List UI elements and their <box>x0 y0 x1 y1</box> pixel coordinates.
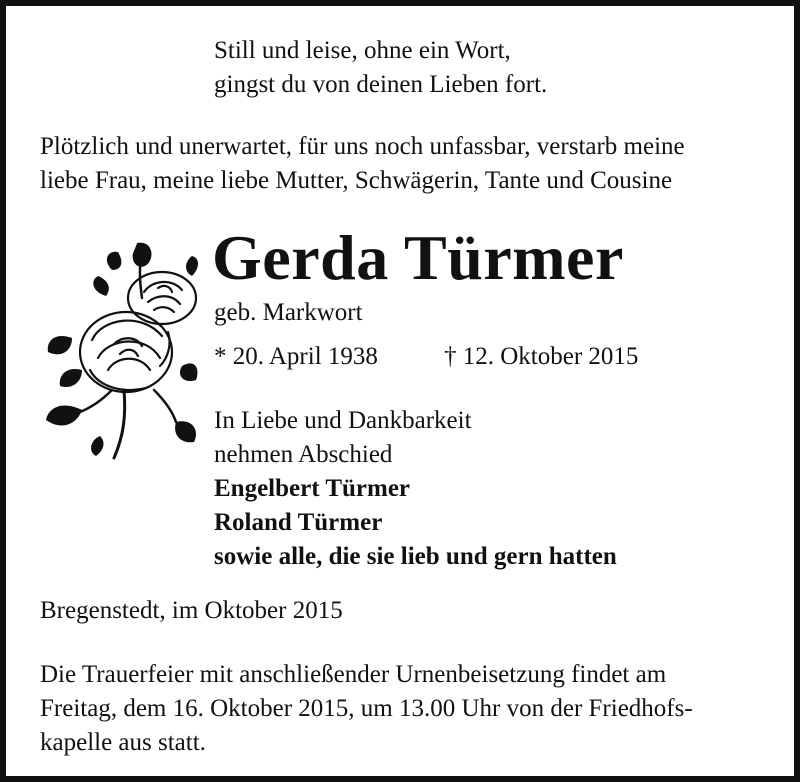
poem-line: Still und leise, ohne ein Wort, <box>214 37 511 64</box>
poem <box>214 34 547 102</box>
deceased-name: Gerda Türmer <box>212 222 624 293</box>
intro-text <box>40 130 772 198</box>
poem-line: gingst du von deinen Lieben fort. <box>214 71 548 98</box>
mourners-line: In Liebe und Dankbarkeit <box>214 407 472 434</box>
life-dates <box>214 340 639 374</box>
funeral-line: Die Trauerfeier mit anschließender Urnenbeisetzung findet am <box>40 661 667 688</box>
birth-name: geb. Markwort <box>214 299 363 326</box>
funeral-info <box>40 658 772 760</box>
mourner-name: Roland Türmer <box>214 509 383 536</box>
funeral-line: Freitag, dem 16. Oktober 2015, um 13.00 Uhr von der Friedhofs- <box>40 695 693 722</box>
death-date: † 12. Oktober 2015 <box>444 343 639 370</box>
birth-date: * 20. April 1938 <box>214 343 378 370</box>
intro-line: Plötzlich und unerwartet, für uns noch unfassbar, verstarb meine <box>40 133 685 160</box>
place-date: Bregenstedt, im Oktober 2015 <box>40 597 343 624</box>
funeral-line: kapelle aus statt. <box>40 729 206 756</box>
rose-icon <box>42 240 200 462</box>
mourner-name: sowie alle, die sie lieb und gern hatten <box>214 543 617 570</box>
mourners-line: nehmen Abschied <box>214 441 393 468</box>
mourners-block <box>214 404 617 574</box>
mourner-name: Engelbert Türmer <box>214 475 411 502</box>
intro-line: liebe Frau, meine liebe Mutter, Schwägerin, Tante und Cousine <box>40 167 673 194</box>
